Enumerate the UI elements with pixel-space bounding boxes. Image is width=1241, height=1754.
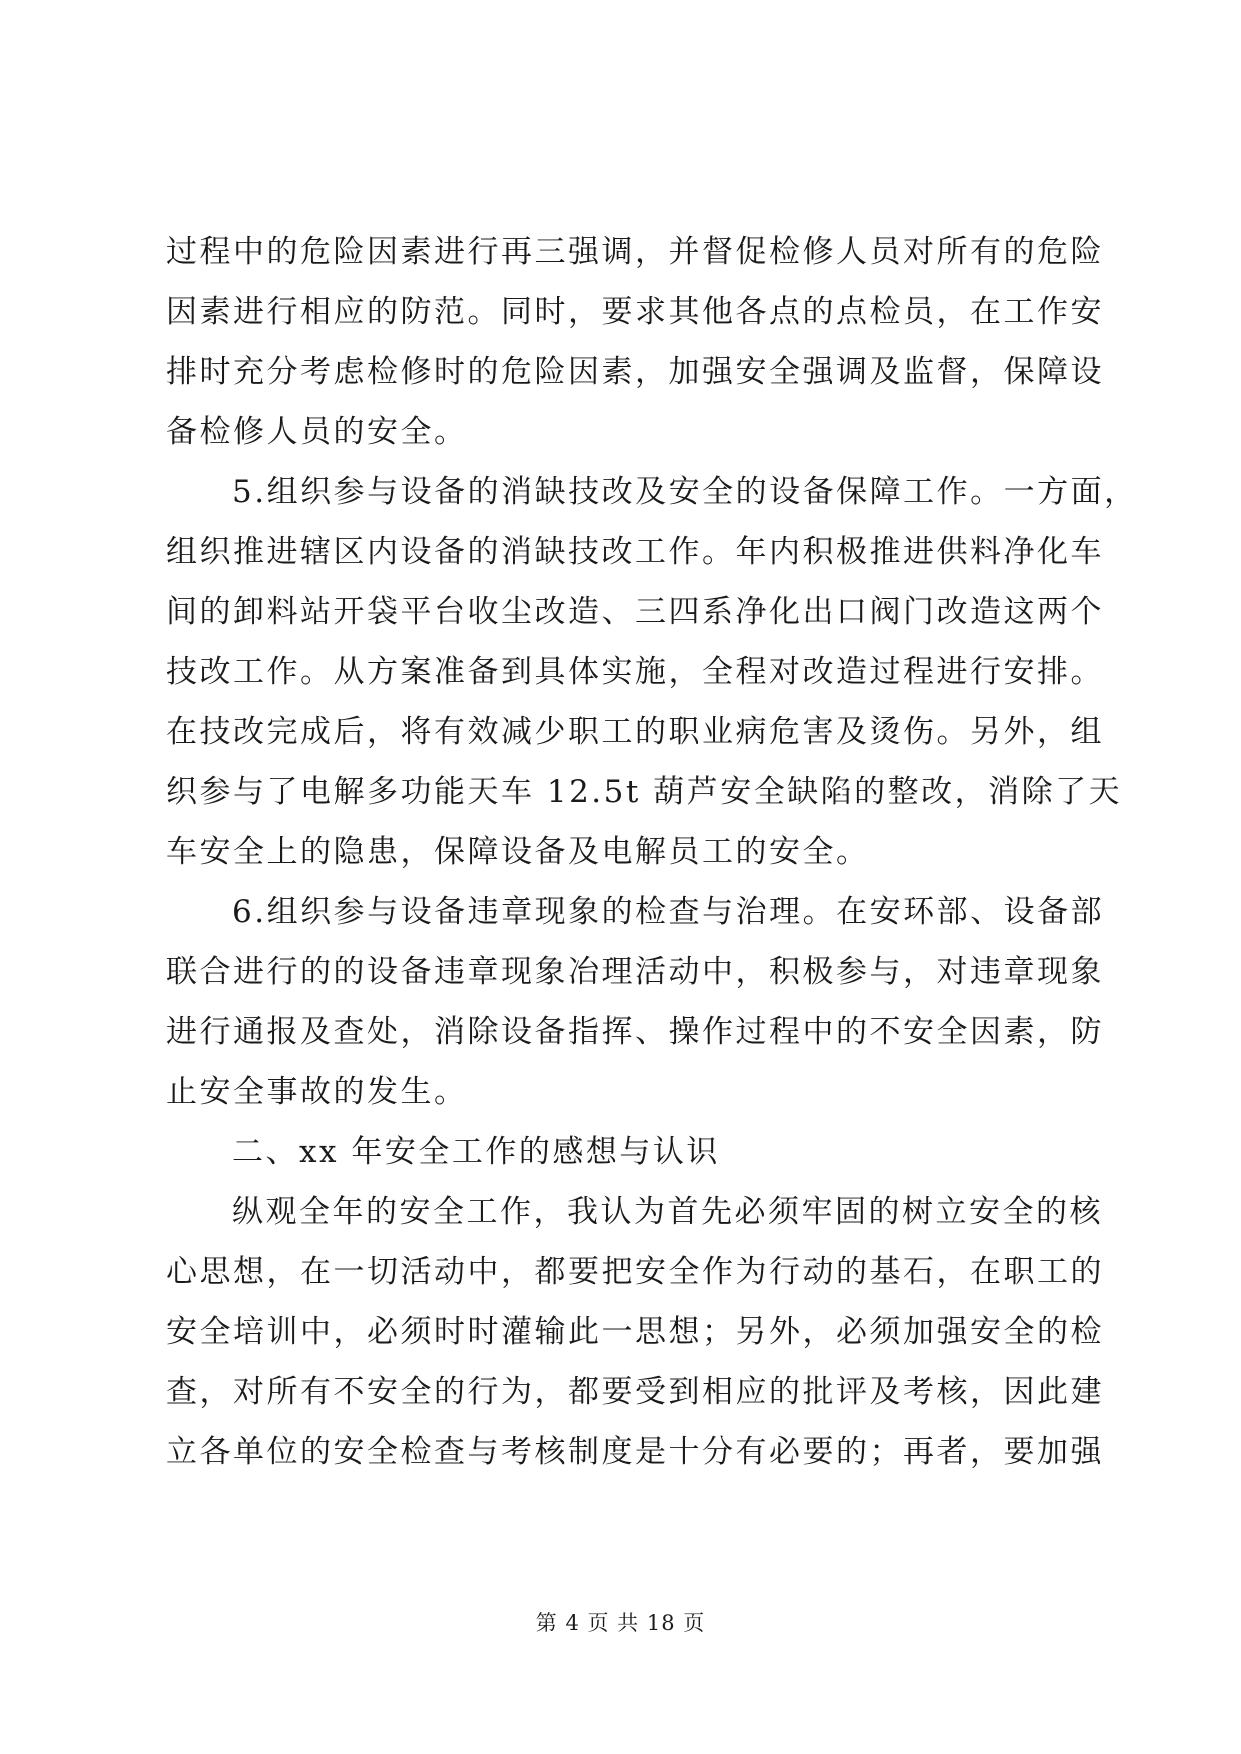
- body-text-line: 备检修人员的安全。: [166, 414, 468, 450]
- body-text-line: 进行通报及查处，消除设备指挥、操作过程中的不安全因素，防: [166, 1014, 1104, 1050]
- list-item-5-line: 5.组织参与设备的消缺技改及安全的设备保障工作。一方面，: [232, 474, 1138, 510]
- body-text-line: 联合进行的的设备违章现象冶理活动中，积极参与，对违章现象: [166, 954, 1104, 990]
- body-text-line: 纵观全年的安全工作，我认为首先必须牢固的树立安全的核: [232, 1194, 1103, 1230]
- body-text-line: 间的卸料站开袋平台收尘改造、三四系净化出口阀门改造这两个: [166, 594, 1104, 630]
- body-text-line: 安全培训中，必须时时灌输此一思想；另外，必须加强安全的检: [166, 1314, 1104, 1350]
- body-text-line: 过程中的危险因素进行再三强调，并督促检修人员对所有的危险: [166, 234, 1104, 270]
- body-text-line: 排时充分考虑检修时的危险因素，加强安全强调及监督，保障设: [166, 354, 1104, 390]
- body-text-line: 技改工作。从方案准备到具体实施，全程对改造过程进行安排。: [166, 654, 1104, 690]
- body-text-line: 在技改完成后，将有效减少职工的职业病危害及烫伤。另外，组: [166, 714, 1104, 750]
- body-text-line: 查，对所有不安全的行为，都要受到相应的批评及考核，因此建: [166, 1374, 1104, 1410]
- body-text-line: 止安全事故的发生。: [166, 1074, 468, 1110]
- body-text-line: 车安全上的隐患，保障设备及电解员工的安全。: [166, 834, 870, 870]
- page-footer: 第 4 页 共 18 页: [535, 1611, 706, 1635]
- body-text-line: 组织推进辖区内设备的消缺技改工作。年内积极推进供料净化车: [166, 534, 1104, 570]
- body-text-line: 因素进行相应的防范。同时，要求其他各点的点检员，在工作安: [166, 294, 1104, 330]
- list-item-6-line: 6.组织参与设备违章现象的检查与治理。在安环部、设备部: [232, 894, 1105, 930]
- body-text-line: 织参与了电解多功能天车 12.5t 葫芦安全缺陷的整改，消除了天: [166, 774, 1123, 810]
- section-heading: 二、xx 年安全工作的感想与认识: [232, 1134, 720, 1170]
- body-text-line: 心思想，在一切活动中，都要把安全作为行动的基石，在职工的: [166, 1254, 1104, 1290]
- body-text-line: 立各单位的安全检查与考核制度是十分有必要的；再者，要加强: [166, 1434, 1104, 1470]
